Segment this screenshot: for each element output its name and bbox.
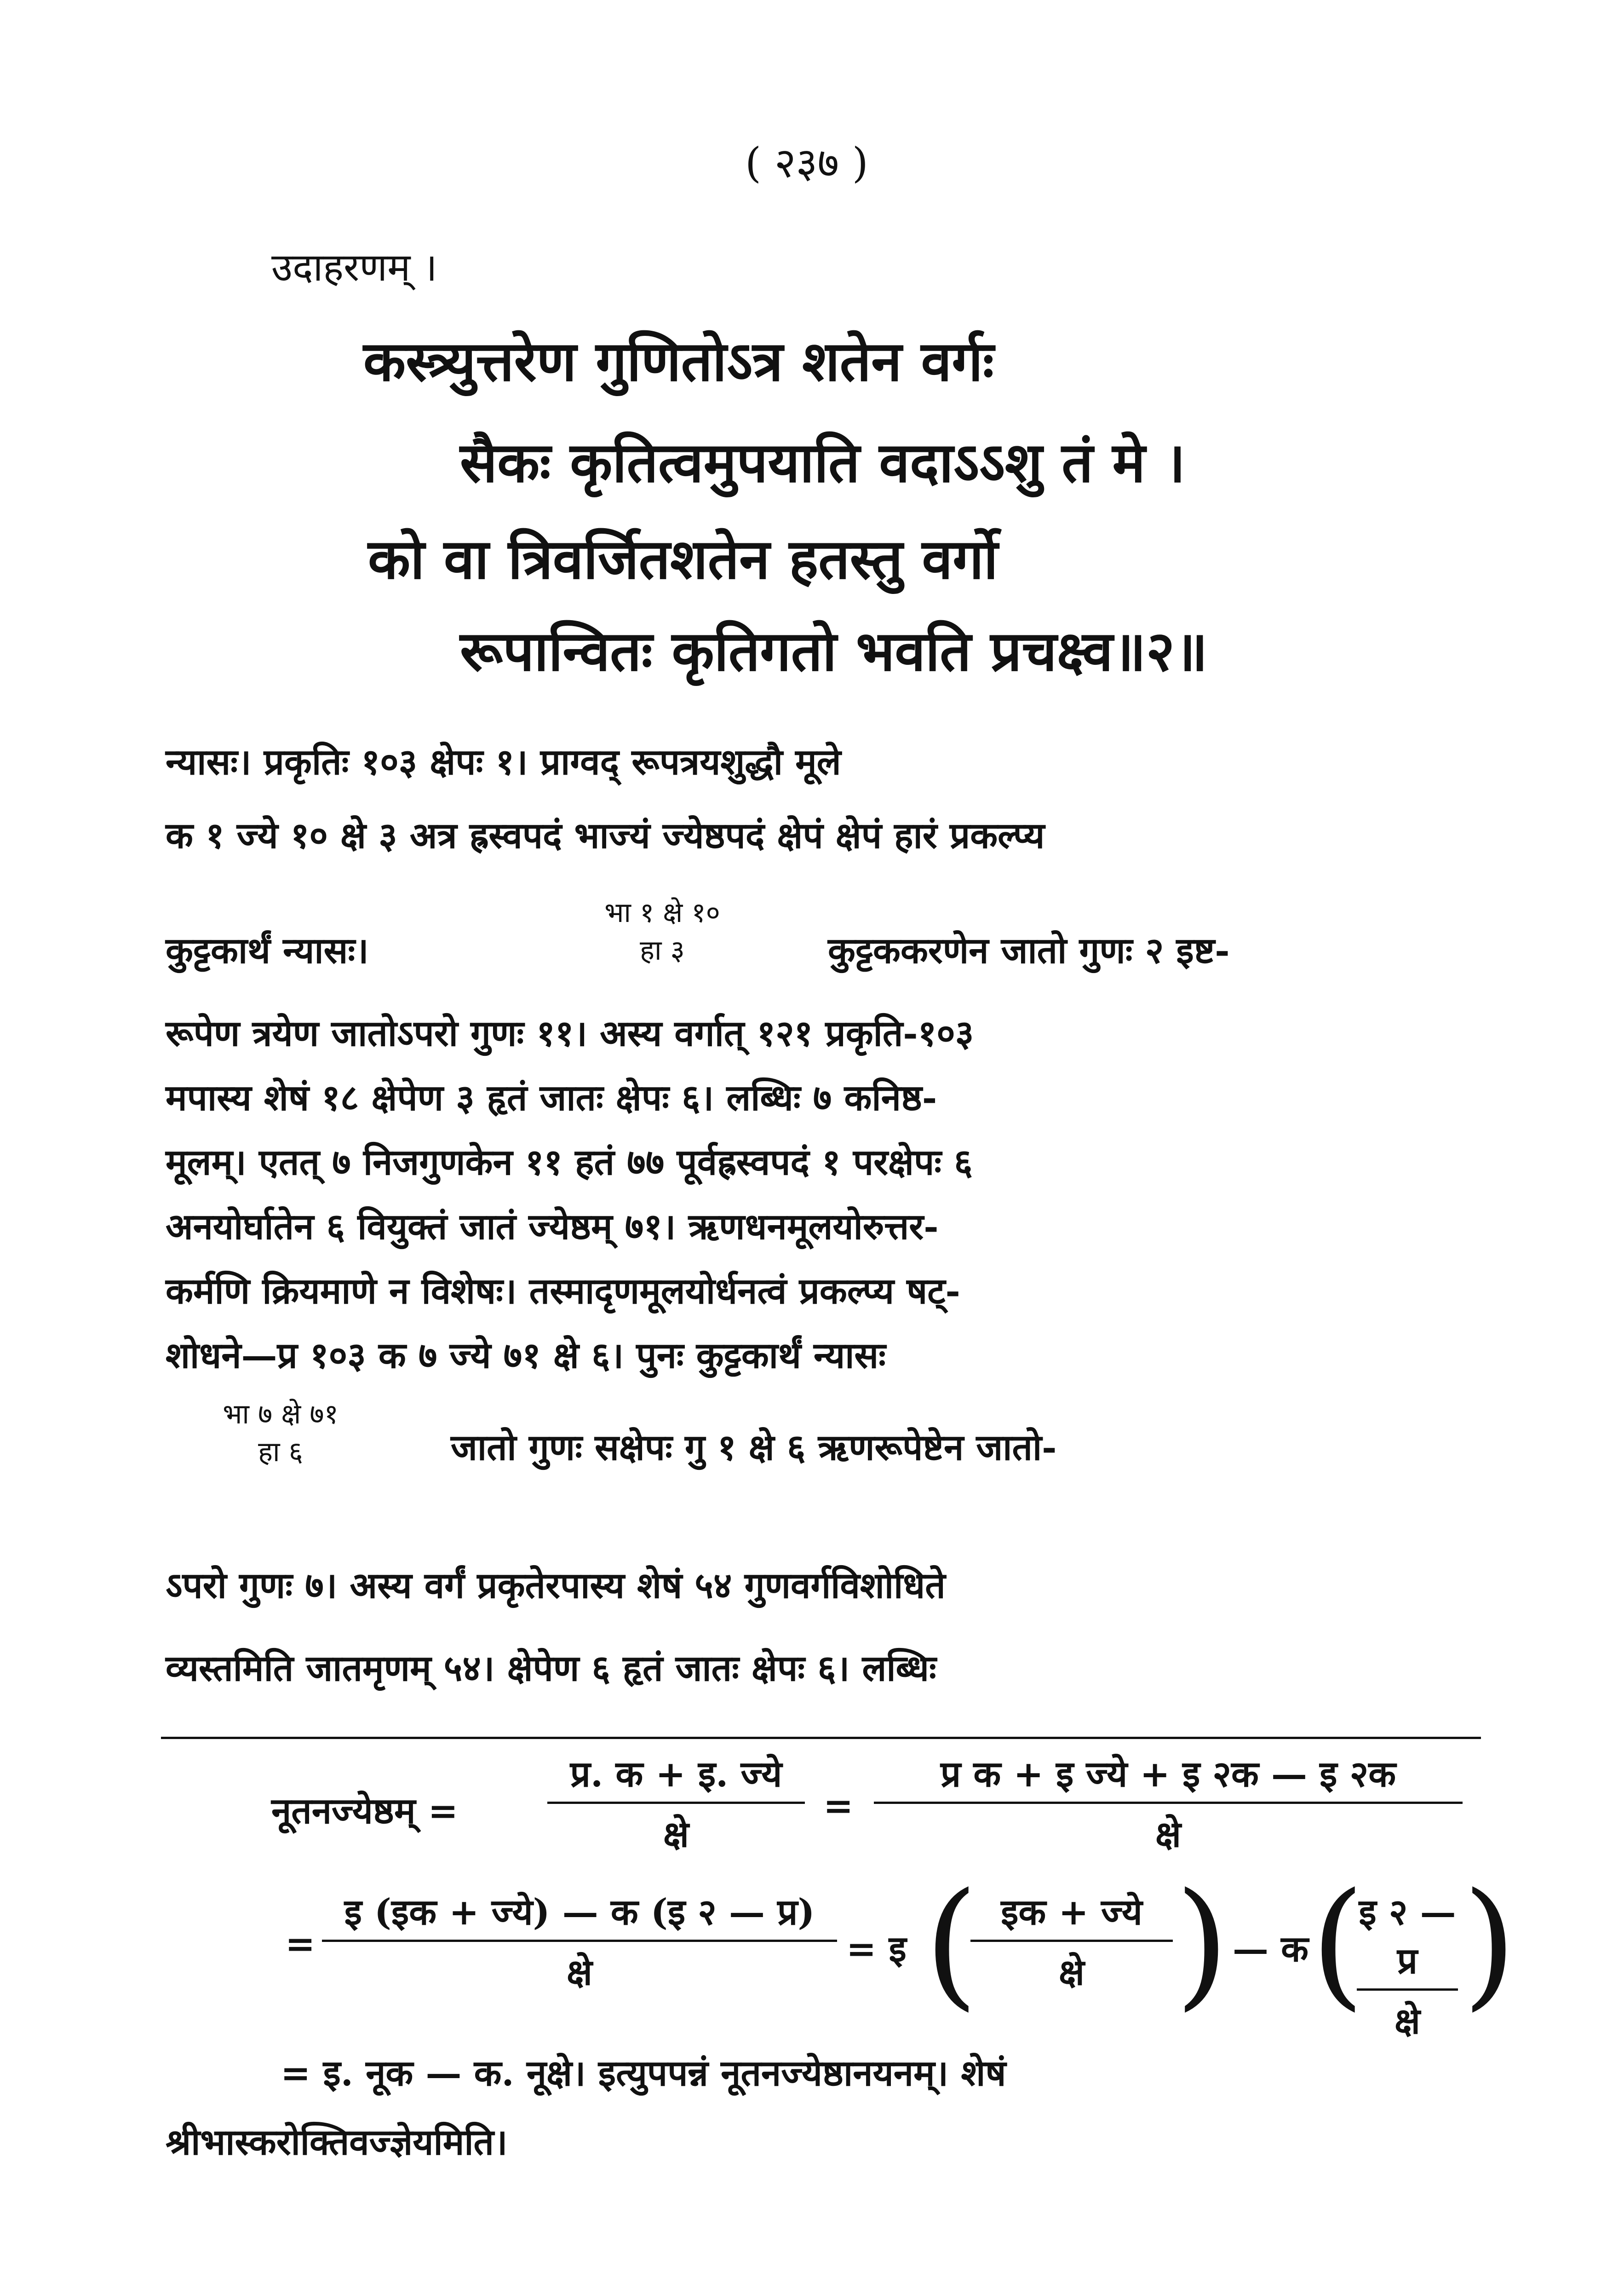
formula-fraction-5 [1357, 1886, 1458, 2044]
fraction-1-denominator: हा ३ [640, 934, 685, 967]
formula-line2-equals: = [285, 1923, 316, 1965]
formula-fraction-2-denominator: क्षे [1155, 1814, 1181, 1855]
paren-open: ( [924, 1863, 979, 2024]
body-line-10: शोधने—प्र १०३ क ७ ज्ये ७१ क्षे ६। पुनः कुट्टकार्थं न्यासः [166, 1335, 886, 1377]
body-line-11: जातो गुणः सक्षेपः गु १ क्षे ६ ऋणरूपेष्टेन जातो- [451, 1427, 1057, 1469]
body-line-7: मूलम्। एतत् ७ निजगुणकेन ११ हतं ७७ पूर्वह्रस्वपदं १ परक्षेपः ६ [166, 1141, 973, 1183]
formula-fraction-1 [547, 1748, 805, 1857]
body-line-12: ऽपरो गुणः ७। अस्य वर्गं प्रकृतेरपास्य शेषं ५४ गुणवर्गविशोधिते [166, 1565, 946, 1607]
fraction-2 [152, 1394, 409, 1469]
formula-fraction-4 [970, 1886, 1173, 1995]
closing-line-2: श्रीभास्करोक्तिवज्ज्ञेयमिति। [166, 2121, 508, 2163]
body-line-8: अनयोर्घातेन ६ वियुक्तं जातं ज्येष्ठम् ७१। ऋणधनमूलयोरुत्तर- [166, 1206, 939, 1248]
verse-line-2: सैकः कृतित्वमुपयाति वदाऽऽशु तं मे । [460, 430, 1186, 495]
verse-line-4: रूपान्वितः कृतिगतो भवति प्रचक्ष्व॥२॥ [460, 619, 1208, 684]
body-line-13: व्यस्तमिति जातमृणम् ५४। क्षेपेण ६ हृतं जातः क्षेपः ६। लब्धिः [166, 1647, 936, 1689]
verse-line-1: कस्त्र्युत्तरेण गुणितोऽत्र शतेन वर्गः [363, 329, 994, 394]
formula-fraction-3-numerator: इ (इक + ज्ये) — क (इ २ — प्र) [344, 1891, 815, 1933]
formula-fraction-5-denominator: क्षे [1394, 2000, 1420, 2042]
paren-close: ) [1175, 1863, 1229, 2024]
fraction-2-denominator: हा ६ [258, 1436, 303, 1468]
body-line-6: मपास्य शेषं १८ क्षेपेण ३ हृतं जातः क्षेपः ६। लब्धिः ७ कनिष्ठ- [166, 1077, 937, 1119]
formula-fraction-2-numerator: प्र क + इ ज्ये + इ २क — इ २क [940, 1753, 1396, 1795]
formula-minus-k: — क [1233, 1928, 1309, 1970]
formula-fraction-3 [322, 1886, 837, 1995]
paren-open-2: ( [1311, 1863, 1365, 2024]
formula-fraction-4-numerator: इक + ज्ये [1001, 1891, 1142, 1933]
fraction-bar [874, 1802, 1463, 1804]
fraction-1 [543, 893, 782, 968]
formula-fraction-4-denominator: क्षे [1059, 1952, 1085, 1993]
formula-equals: = [823, 1785, 854, 1827]
verse-line-3: को वा त्रिवर्जितशतेन हतस्तु वर्गो [368, 527, 998, 592]
body-line-9: कर्मणि क्रियमाणे न विशेषः। तस्मादृणमूलयोर्धनत्वं प्रकल्प्य षट्- [166, 1270, 960, 1312]
closing-line-1: = इ. नूक — क. नूक्षे। इत्युपपन्नं नूतनज्येष्ठानयनम्। शेषं [281, 2052, 1006, 2094]
formula-lhs: नूतनज्येष्ठम् = [271, 1790, 458, 1832]
body-line-4: कुट्टककरणेन जातो गुणः २ इष्ट- [828, 930, 1230, 972]
formula-fraction-5-numerator: इ २ — प्र [1359, 1891, 1456, 1982]
fraction-bar [322, 1940, 837, 1942]
body-line-2: क १ ज्ये १० क्षे ३ अत्र ह्रस्वपदं भाज्यं ज्येष्ठपदं क्षेपं क्षेपं हारं प्रकल्प्य [166, 815, 1045, 857]
fraction-2-numerator: भा ७ क्षे ७१ [223, 1398, 339, 1430]
formula-fraction-2 [874, 1748, 1463, 1857]
page-number: ( २३७ ) [745, 139, 868, 187]
heading: उदाहरणम् । [271, 245, 437, 290]
body-line-3: कुट्टकार्थं न्यासः। [166, 930, 369, 972]
fraction-bar [1357, 1988, 1458, 1991]
formula-fraction-3-denominator: क्षे [567, 1952, 592, 1993]
fraction-1-numerator: भा १ क्षे १० [604, 897, 720, 929]
fraction-bar [547, 1802, 805, 1804]
body-line-5: रूपेण त्रयेण जातोऽपरो गुणः ११। अस्य वर्गात् १२१ प्रकृति-१०३ [166, 1013, 974, 1054]
formula-fraction-1-denominator: क्षे [663, 1814, 689, 1855]
body-line-1: न्यासः। प्रकृतिः १०३ क्षेपः १। प्राग्वद् रूपत्रयशुद्धौ मूले [166, 741, 841, 783]
paren-close-2: ) [1463, 1863, 1517, 2024]
fraction-bar [970, 1940, 1173, 1942]
formula-fraction-1-numerator: प्र. क + इ. ज्ये [570, 1753, 782, 1795]
formula-line2-equals-i: = इ [846, 1928, 907, 1970]
divider-rule [161, 1737, 1481, 1739]
